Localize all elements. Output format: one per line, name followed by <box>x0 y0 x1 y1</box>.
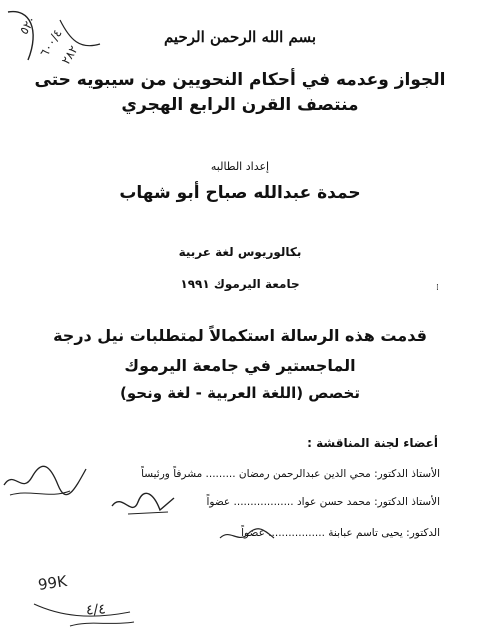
university-year: جامعة اليرموك ١٩٩١ <box>180 277 300 291</box>
purpose-line-2: الماجستير في جامعة اليرموك <box>124 356 356 375</box>
purpose-line-3: تخصص (اللغة العربية - لغة ونحو) <box>120 384 360 402</box>
student-name: حمدة عبدالله صباح أبو شهاب <box>119 183 361 203</box>
signature-1 <box>0 455 90 505</box>
handwritten-note-4: 99K <box>36 572 69 594</box>
handwritten-note-5: ٤/٤ <box>85 601 107 619</box>
committee-member-3: الدكتور: يحيى تاسم عبابنة ................. عضواً <box>241 527 440 539</box>
pen-stroke-bottom-left <box>30 596 140 632</box>
committee-member-2: الأستاذ الدكتور: محمد حسن عواد .................. عضواً <box>206 496 440 508</box>
basmala: بسم الله الرحمن الرحيم <box>163 28 317 46</box>
handwritten-note-3: ٢٨٢ <box>58 43 81 67</box>
thesis-title-line-2: منتصف القرن الرابع الهجري <box>121 95 359 115</box>
bachelor-degree: بكالوريوس لغة عربية <box>178 245 302 259</box>
purpose-line-1: قدمت هذه الرسالة استكمالاً لمتطلبات نيل درجة <box>53 326 427 345</box>
prepared-by-label: إعداد الطالبه <box>210 160 270 173</box>
committee-title: أعضاء لجنة المناقشة : <box>307 436 438 450</box>
thesis-title-line-1: الجواز وعدمه في أحكام النحويين من سيبويه حتى <box>34 70 446 90</box>
handwritten-note-1: ٥٢٠ <box>16 13 39 37</box>
signature-3 <box>218 524 278 546</box>
margin-mark: ⁞ <box>436 283 439 293</box>
committee-member-1: الأستاذ الدكتور: محي الدين عبدالرحمن رمضان ......... مشرفاً ورئيساً <box>141 468 440 480</box>
signature-2 <box>108 488 178 522</box>
handwritten-note-2: ٦٠٠/٤ <box>37 26 65 60</box>
